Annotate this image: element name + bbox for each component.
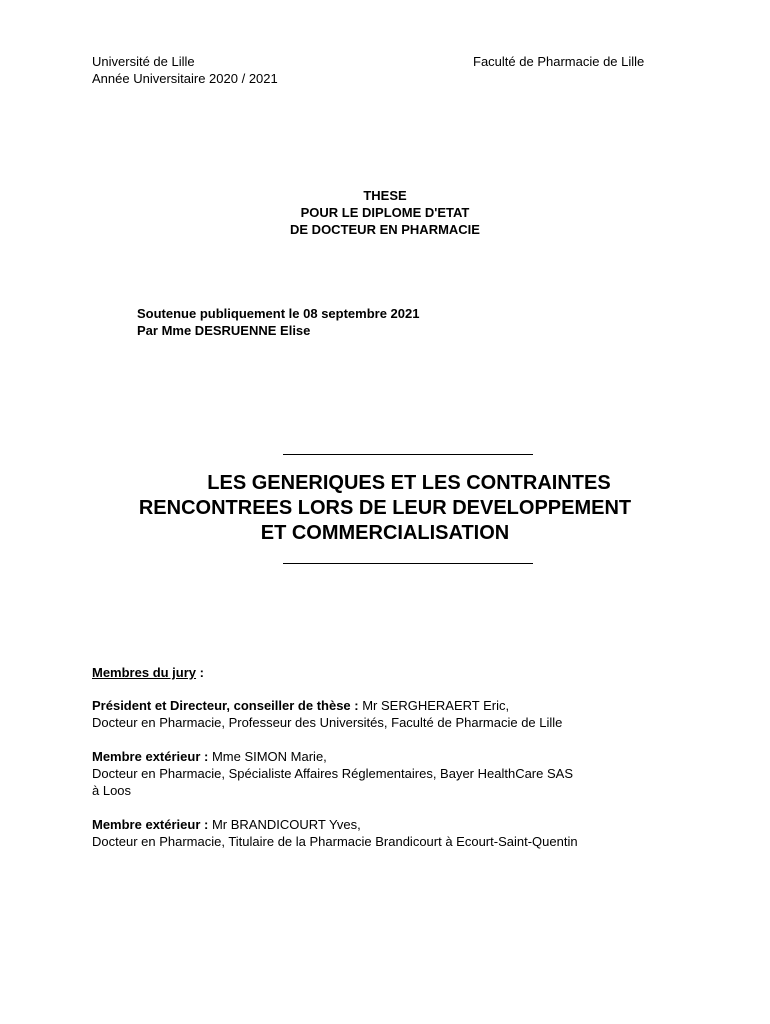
member-description-cont: à Loos	[92, 783, 132, 798]
member-name: Mr SERGHERAERT Eric,	[358, 698, 510, 713]
author-name: Par Mme DESRUENNE Elise	[137, 323, 311, 338]
defense-date: Soutenue publiquement le 08 septembre 2021	[137, 306, 420, 321]
thesis-label: THESE	[363, 188, 407, 203]
jury-heading-text: Membres du jury	[92, 665, 197, 680]
jury-heading-colon: :	[196, 665, 204, 680]
jury-member-external-1	[92, 748, 573, 799]
university-name: Université de Lille	[92, 54, 195, 69]
faculty-name: Faculté de Pharmacie de Lille	[473, 54, 645, 69]
jury-heading	[92, 664, 204, 681]
jury-member-president	[92, 697, 562, 731]
title-top-rule	[283, 454, 533, 455]
member-role: Membre extérieur :	[92, 749, 209, 764]
diploma-line: POUR LE DIPLOME D'ETAT	[300, 205, 470, 220]
member-description: Docteur en Pharmacie, Spécialiste Affaires Réglementaires, Bayer HealthCare SAS	[92, 766, 573, 781]
thesis-title	[40, 471, 730, 546]
defense-block	[137, 305, 419, 339]
title-line-3: ET COMMERCIALISATION	[260, 522, 510, 544]
member-name: Mr BRANDICOURT Yves,	[208, 817, 361, 832]
title-line-1: LES GENERIQUES ET LES CONTRAINTES	[207, 472, 611, 494]
academic-year: Année Universitaire 2020 / 2021	[92, 71, 278, 86]
member-description: Docteur en Pharmacie, Professeur des Universités, Faculté de Pharmacie de Lille	[92, 715, 563, 730]
title-line-2: RENCONTREES LORS DE LEUR DEVELOPPEMENT	[138, 497, 632, 519]
title-bottom-rule	[283, 563, 533, 564]
member-name: Mme SIMON Marie,	[208, 749, 327, 764]
jury-member-external-2	[92, 816, 578, 850]
degree-line: DE DOCTEUR EN PHARMACIE	[290, 222, 480, 237]
member-role: Membre extérieur :	[92, 817, 209, 832]
thesis-type-block	[0, 187, 770, 238]
header-left	[92, 53, 278, 87]
member-description: Docteur en Pharmacie, Titulaire de la Pharmacie Brandicourt à Ecourt-Saint-Quentin	[92, 834, 578, 849]
member-role: Président et Directeur, conseiller de thèse :	[92, 698, 359, 713]
